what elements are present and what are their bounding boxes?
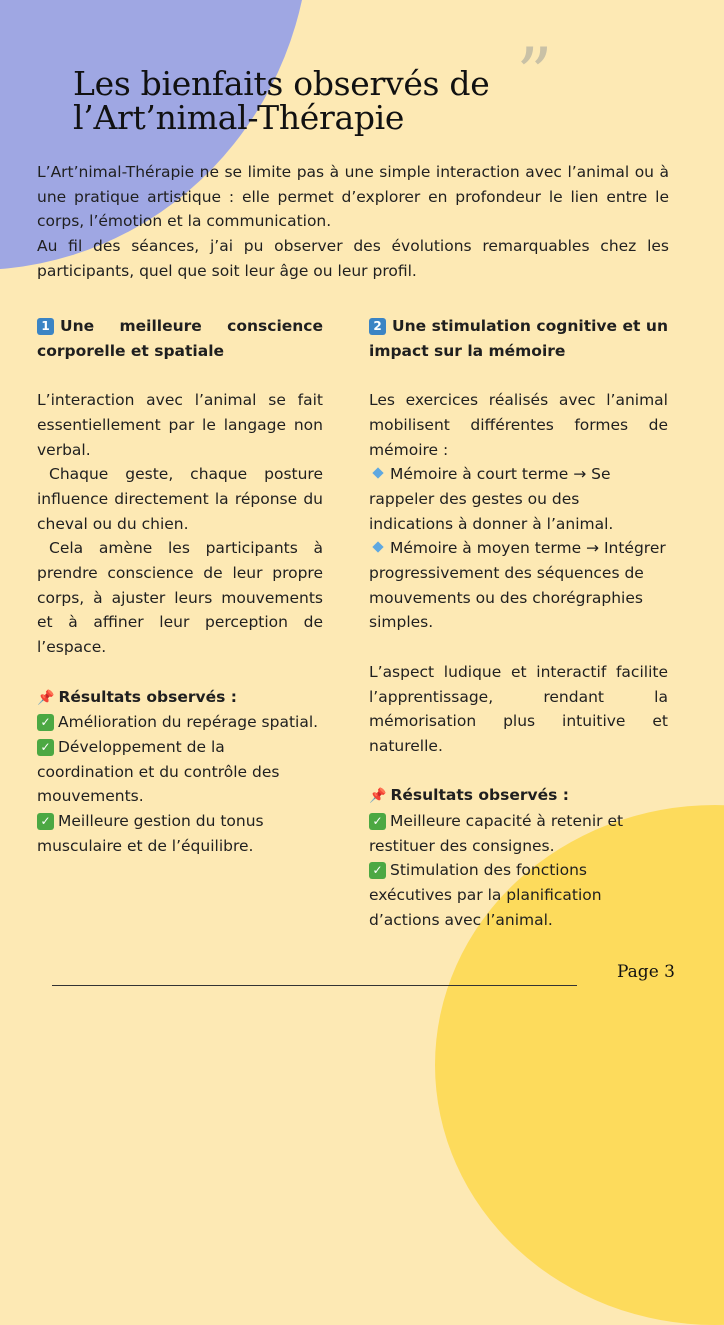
page-title [73,64,490,137]
intro-paragraph-2: Au fil des séances, j’ai pu observer des évolutions remarquables chez les participants, quel que soit leur âge ou leur profil. [37,237,669,280]
intro-paragraph-1: L’Art’nimal-Thérapie ne se limite pas à une simple interaction avec l’animal ou à une pratique artistique : elle permet d’explorer en profondeur le lien entre le corps, l’émotion et la communication. [37,163,669,231]
pushpin-icon: 📌 [37,689,55,706]
section-heading [37,314,323,363]
paragraph: L’aspect ludique et interactif facilite l’apprentissage, rendant la mémorisation plus intuitive et naturelle. [369,662,668,755]
blue-diamond-icon [372,468,383,479]
check-mark-icon: ✓ [37,739,54,756]
section-heading-text: Une meilleure conscience corporelle et spatiale [37,317,323,360]
page-number: Page 3 [617,962,675,982]
section-body-awareness [37,314,323,858]
result-item: ✓ Stimulation des fonctions exécutives par la planification d’actions avec l’animal. [369,861,602,929]
paragraph: Les exercices réalisés avec l’animal mobilisent différentes formes de mémoire : [369,391,668,459]
section-heading-text: Une stimulation cognitive et un impact sur la mémoire [369,317,668,360]
blue-diamond-icon [372,542,383,553]
results-title: 📌 Résultats observés : [37,685,323,711]
paragraph: Cela amène les participants à prendre conscience de leur propre corps, à ajuster leurs mouvements et à affiner leur perception de l’espace. [37,539,323,657]
section-heading [369,314,668,363]
paragraph: Chaque geste, chaque posture influence directement la réponse du cheval ou du chien. [37,465,323,533]
result-item: ✓ Développement de la coordination et du contrôle des mouvements. [37,737,280,806]
number-badge-icon: 2 [369,318,386,335]
check-mark-icon: ✓ [37,714,54,731]
quote-mark-icon: ” [516,32,553,116]
pushpin-icon: 📌 [369,788,387,805]
check-mark-icon: ✓ [37,813,54,830]
page-title-line-1: Les bienfaits observés de [73,64,490,103]
paragraph: L’interaction avec l’animal se fait essentiellement par le langage non verbal. [37,391,323,459]
footer-divider [52,985,577,986]
check-mark-icon: ✓ [369,813,386,830]
check-mark-icon: ✓ [369,862,386,879]
section-cognitive-stimulation [369,314,668,933]
memory-item: Mémoire à court terme → Se rappeler des gestes ou des indications à donner à l’animal. [369,465,614,533]
result-item: ✓ Amélioration du repérage spatial. [37,710,323,735]
page-title-line-2: l’Art’nimal-Thérapie [73,98,405,137]
result-item: ✓ Meilleure gestion du tonus musculaire et de l’équilibre. [37,812,264,855]
intro-text [37,160,669,284]
result-item: ✓ Meilleure capacité à retenir et restituer des consignes. [369,812,624,855]
number-badge-icon: 1 [37,318,54,335]
results-title: 📌 Résultats observés : [369,783,668,809]
memory-item: Mémoire à moyen terme → Intégrer progressivement des séquences de mouvements ou des chorégraphies simples. [369,539,666,632]
